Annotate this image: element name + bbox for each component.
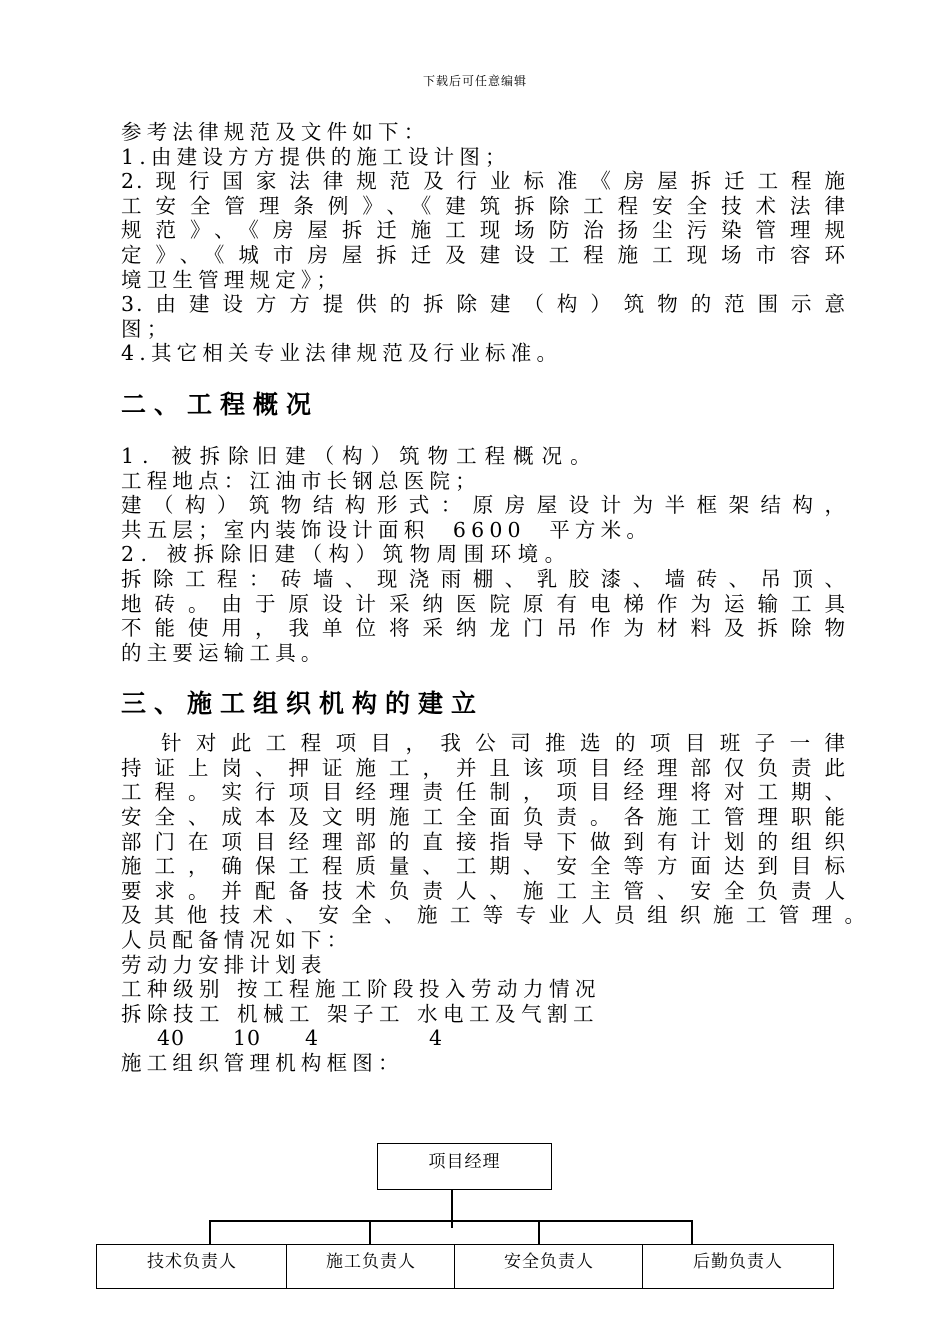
labor-value: 10 — [233, 1026, 262, 1051]
text-line: 针对此工程项目，我公司推选的项目班子一律 — [161, 731, 847, 756]
text-line: 安全、成本及文明施工全面负责。各施工管理职能 — [121, 805, 847, 830]
chart-caption: 施工组织管理机构框图： — [121, 1051, 404, 1075]
text-line: 2.现行国家法律规范及行业标准《房屋拆迁工程施 — [121, 169, 847, 194]
text-line: 工程。实行项目经理责任制，项目经理将对工期、 — [121, 780, 847, 805]
org-box-child: 安全负责人 — [454, 1244, 644, 1289]
text-line: 劳动力安排计划表 — [121, 952, 327, 977]
labor-value: 4 — [429, 1026, 444, 1051]
text-line: 规范》、《房屋拆迁施工现场防治扬尘污染管理规 — [121, 218, 847, 243]
text-line: 施工，确保工程质量、工期、安全等方面达到目标 — [121, 854, 847, 879]
org-box-child: 技术负责人 — [96, 1244, 288, 1289]
text-line: 4.其它相关专业法律规范及行业标准。 — [121, 341, 563, 366]
org-box-child: 施工负责人 — [286, 1244, 456, 1289]
text-line: 要求。并配备技术负责人、施工主管、安全负责人 — [121, 878, 847, 903]
text-line: 图； — [121, 316, 173, 341]
text-line: 1. 被拆除旧建（构）筑物工程概况。 — [121, 443, 599, 468]
section-heading: 二、工程概况 — [121, 389, 320, 419]
text-line: 定》、《城市房屋拆迁及建设工程施工现场市容环 — [121, 242, 847, 267]
text-line: 3.由建设方方提供的拆除建（构）筑物的范围示意 — [121, 292, 847, 317]
text-line: 共五层；室内装饰设计面积 6600 平方米。 — [121, 517, 653, 542]
text-line: 持证上岗、押证施工，并且该项目经理部仅负责此 — [121, 755, 847, 780]
text-line: 不能使用，我单位将采纳龙门吊作为材料及拆除物 — [121, 616, 847, 641]
text-line: 参考法律规范及文件如下： — [121, 120, 430, 144]
text-line: 及其他技术、安全、施工等专业人员组织施工管理。 — [121, 903, 867, 928]
org-box-top: 项目经理 — [377, 1143, 552, 1190]
org-box-child: 后勤负责人 — [642, 1244, 834, 1289]
connector-line — [209, 1220, 211, 1245]
text-line: 拆除技工 机械工 架子工 水电工及气割工 — [121, 1001, 600, 1026]
text-line: 2. 被拆除旧建（构）筑物周围环境。 — [121, 542, 572, 567]
text-line: 工安全管理条例》、《建筑拆除工程安全技术法律 — [121, 193, 847, 218]
text-line: 的主要运输工具。 — [121, 640, 327, 665]
labor-value: 40 — [157, 1026, 186, 1051]
connector-line — [209, 1220, 692, 1222]
labor-value: 4 — [305, 1026, 320, 1051]
connector-line — [538, 1220, 540, 1245]
connector-line — [691, 1220, 693, 1245]
text-line: 部门在项目经理部的直接指导下做到有计划的组织 — [121, 829, 847, 854]
text-line: 人员配备情况如下： — [121, 928, 353, 953]
text-line: 建（构）筑物结构形式：原房屋设计为半框架结构， — [121, 493, 847, 518]
text-line: 工程地点：江油市长钢总医院； — [121, 468, 481, 493]
document-body — [121, 120, 867, 1076]
text-line: 地砖。由于原设计采纳医院原有电梯作为运输工具 — [121, 591, 847, 616]
text-line: 拆除工程：砖墙、现浇雨棚、乳胶漆、墙砖、吊顶、 — [121, 566, 847, 591]
text-line: 1.由建设方方提供的施工设计图； — [121, 144, 511, 169]
section-heading: 三、施工组织机构的建立 — [121, 689, 485, 719]
text-line: 工种级别 按工程施工阶段投入劳动力情况 — [121, 977, 602, 1002]
connector-line — [369, 1220, 371, 1245]
page-header: 下载后可任意编辑 — [422, 74, 527, 88]
connector-line — [451, 1190, 453, 1228]
labor-values-row — [121, 1026, 847, 1051]
text-line: 境卫生管理规定》； — [121, 267, 343, 292]
